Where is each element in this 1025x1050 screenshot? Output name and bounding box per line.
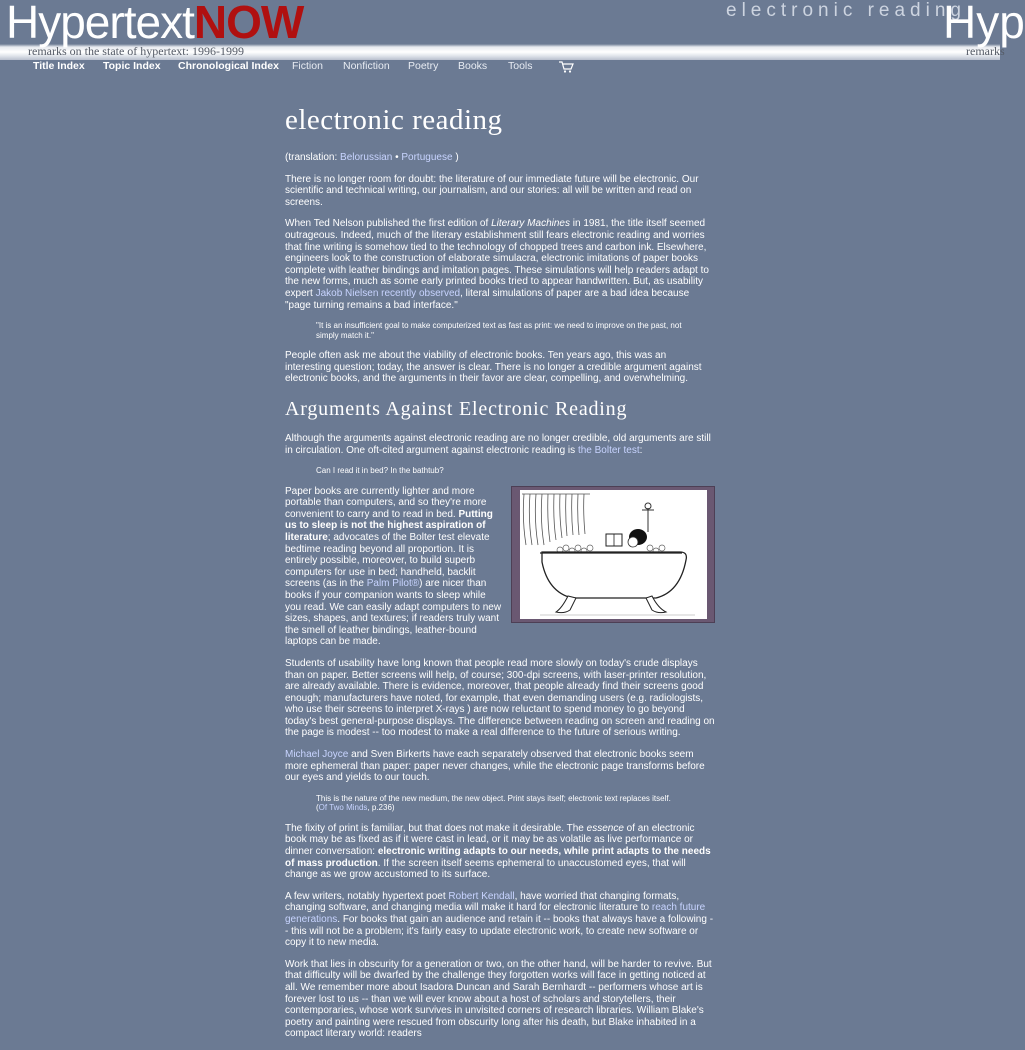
- p5-text-c: ) are nicer than books if your companion wants to sleep while you read. We can easily adapt computers to new sizes, shapes, and textures; if readers truly want the smell of leather bindings, leather-bound laptops can be made.: [285, 578, 502, 648]
- site-tagline: remarks on the state of hypertext: 1996-1999: [28, 44, 244, 58]
- link-palm-pilot[interactable]: Palm Pilot®: [366, 578, 420, 590]
- section-heading: Arguments Against Electronic Reading: [285, 397, 628, 420]
- p4-text-b: :: [639, 444, 643, 456]
- nav-books[interactable]: Books: [458, 60, 488, 72]
- paragraph-3: People often ask me about the viability of electronic books. Ten years ago, this was an interesting question; today, the answer is clear. There is no longer a credible argument against electronic books, and the arguments in their favor are clear, compelling, and overwhelming.: [285, 350, 702, 385]
- nav-title-index[interactable]: Title Index: [33, 60, 85, 72]
- paragraph-2: [285, 218, 715, 311]
- paragraph-1: There is no longer room for doubt: the literature of our immediate future will be electronic. Our scientific and technical writing, our journalism, and our stories: all will be written and read on screens.: [285, 173, 699, 208]
- translation-line: [285, 152, 715, 164]
- paragraph-6: Students of usability have long known that people read more slowly on today's crude displays than on paper. Better screens will help, of course; 300-dpi screens, with laser-printer resolution, are already available. There is evidence, moreover, that people already find their screens good enough; manufacturers have noted, for example, that even demanding users (e.g. radiologists, who use their screens to interpret X-rays ) are now reluctant to spend money to go beyond today's best general-purpose displays. The difference between reading on screen and reading on the page is modest -- too modest to make a real difference to the future of serious writing.: [285, 657, 715, 739]
- link-jakob-nielsen[interactable]: Jakob Nielsen recently observed: [315, 287, 461, 299]
- quote-3-close: , p.236): [367, 803, 395, 813]
- p8-text-b: of an electronic book may be as fixed as if it were cast in lead, or it may be as volatile as live performance or dinner conversation:: [285, 822, 695, 858]
- main-nav: [0, 60, 1000, 76]
- p2-emphasis: Literary Machines: [491, 218, 570, 230]
- translation-prefix: (translation:: [285, 152, 338, 163]
- bathtub-illustration: [511, 486, 715, 623]
- p8-text-c: . If the screen itself seems ephemeral to unaccustomed eyes, that will change as we grow accustomed to its surface.: [285, 857, 686, 881]
- paragraph-9: [285, 891, 715, 949]
- p9-text-c: . For books that gain an audience and retain it -- books that always have a following -- this will not be a problem; it's fairly easy to update electronic work, to create new software or copy it to new media.: [285, 914, 714, 949]
- p5-text-b: ; advocates of the Bolter test elevate bedtime reading beyond all proportion. It is entirely possible, moreover, to build superb computers for use in bed; handheld, backlit screens (as in the: [285, 531, 490, 590]
- paragraph-7: [285, 749, 715, 784]
- nav-nonfiction[interactable]: Nonfiction: [343, 60, 390, 72]
- p2-text-c: , literal simulations of paper are a bad idea because "page turning remains a bad interface.": [285, 287, 690, 311]
- quote-1: "It is an insufficient goal to make computerized text as fast as print: we need to improve on the past, not simply match it.": [316, 321, 682, 340]
- p8-text-a: The fixity of print is familiar, but that does not make it desirable. The: [285, 822, 584, 834]
- logo-hyper: Hypertext: [6, 0, 194, 48]
- p5-text-a: Paper books are currently lighter and more portable than computers, and so they're more convenient to carry and to read in bed.: [285, 485, 487, 520]
- quote-2: Can I read it in bed? In the bathtub?: [316, 466, 444, 476]
- translation-sep: •: [395, 152, 399, 163]
- site-header: [0, 0, 1025, 60]
- translation-suffix: ): [455, 152, 459, 163]
- link-bolter-test[interactable]: the Bolter test: [577, 444, 640, 456]
- shopping-cart-icon[interactable]: [558, 61, 574, 73]
- nav-poetry[interactable]: Poetry: [408, 60, 439, 72]
- site-logo[interactable]: [6, 0, 303, 50]
- p9-text-a: A few writers, notably hypertext poet: [285, 890, 446, 902]
- p8-bold: electronic writing adapts to our needs, while print adapts to the needs of mass production: [285, 846, 711, 869]
- nav-chronological-index[interactable]: Chronological Index: [178, 60, 279, 72]
- paragraph-8: [285, 823, 715, 881]
- nav-fiction[interactable]: Fiction: [292, 60, 323, 72]
- tagline-ghost: remarks: [966, 44, 1005, 58]
- bathtub-drawing: [520, 490, 707, 619]
- p8-emphasis: essence: [586, 822, 624, 834]
- paragraph-4: [285, 433, 715, 456]
- article: [285, 100, 715, 1050]
- quote-3-open: (: [316, 803, 319, 813]
- p2-text-a: When Ted Nelson published the first edition of: [285, 218, 489, 230]
- logo-now: NOW: [193, 0, 304, 48]
- link-of-two-minds[interactable]: Of Two Minds: [318, 803, 368, 813]
- link-robert-kendall[interactable]: Robert Kendall: [448, 890, 515, 902]
- quote-3: [316, 794, 686, 813]
- page-title: electronic reading: [285, 104, 503, 136]
- nav-topic-index[interactable]: Topic Index: [103, 60, 161, 72]
- p7-text-a: and Sven Birkerts have each separately observed that electronic books seem more ephemeral than paper: paper never changes, while the electronic page transforms before our eyes and yields to our touch.: [285, 749, 705, 784]
- section-title: electronic reading: [726, 0, 966, 21]
- link-portuguese[interactable]: Portuguese: [401, 152, 453, 163]
- link-michael-joyce[interactable]: Michael Joyce: [285, 749, 349, 761]
- p5-bold: Putting us to sleep is not the highest aspiration of literature: [285, 508, 493, 543]
- logo-ghost: Hyp: [943, 0, 1025, 48]
- paragraph-10: Work that lies in obscurity for a generation or two, on the other hand, will be harder to revive. But that difficulty will be dwarfed by the challenge they forgotten works will face in getting noticed at all. We remember more about Isadora Duncan and Sarah Bernhardt -- performers whose art is forever lost to us -- than we will ever know about a host of scholars and storytellers, their contemporaries, whose work survives in unvisited corners of research libraries. William Blake's poetry and painting were rescued from obscurity long after his death, but Blake inhabited in a compact literary world: readers: [285, 958, 712, 1040]
- link-belorussian[interactable]: Belorussian: [340, 152, 393, 163]
- nav-tools[interactable]: Tools: [508, 60, 533, 72]
- p4-text-a: Although the arguments against electronic reading are no longer credible, old arguments are still in circulation. One oft-cited argument against electronic reading is: [285, 432, 711, 456]
- quote-3-text: This is the nature of the new medium, the new object. Print stays itself; electronic text replaces itself.: [316, 793, 671, 803]
- link-reach-future-generations[interactable]: reach future generations: [285, 902, 706, 925]
- p2-text-b: in 1981, the title itself seemed outrageous. Indeed, much of the literary establishment still fears electronic reading and worries that fine writing is somehow tied to the technology of chopped trees and carbon ink. Elsewhere, engineers look to the construction of elaborate simulacra, electronic imitations of paper books complete with leather bindings and imitation pages. These simulations will help readers adapt to the new forms, much as some early printed books tried to appear handwritten. But, as usability expert: [285, 218, 709, 299]
- p9-text-b: , have worried that changing formats, changing software, and changing media will make it hard for electronic literature to: [285, 890, 680, 914]
